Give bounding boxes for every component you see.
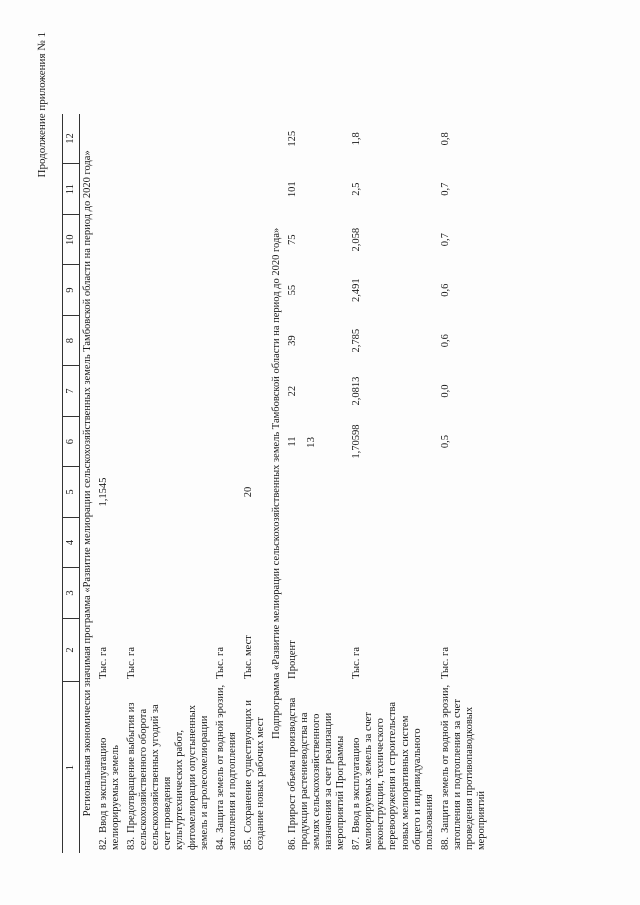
indicator-name: Сохранение существующих и создание новых рабочих мест bbox=[242, 699, 266, 850]
value-cell bbox=[96, 164, 124, 214]
page-number: 13 bbox=[305, 437, 317, 448]
value-cell bbox=[349, 63, 437, 114]
value-cell: 2,5 bbox=[351, 182, 363, 196]
value-cell bbox=[96, 214, 124, 264]
value-cell: 2,491 bbox=[351, 278, 363, 302]
value-cell bbox=[96, 265, 124, 315]
value-cell: 1,70598 bbox=[351, 424, 363, 459]
unit-cell: Тыс. га bbox=[98, 647, 110, 679]
col-header: 4 bbox=[63, 517, 80, 567]
value-cell bbox=[438, 517, 490, 567]
unit-cell: Тыс. мест bbox=[242, 635, 254, 679]
value-cell bbox=[124, 164, 212, 214]
value-cell bbox=[213, 315, 241, 365]
value-cell bbox=[124, 416, 212, 466]
value-cell: 2,0813 bbox=[351, 376, 363, 406]
value-cell bbox=[241, 214, 269, 264]
row-number: 86. bbox=[286, 836, 298, 850]
value-cell bbox=[241, 366, 269, 416]
value-cell: 0,7 bbox=[439, 233, 451, 247]
value-cell bbox=[213, 568, 241, 618]
value-cell bbox=[285, 63, 349, 114]
col-header: 3 bbox=[63, 568, 80, 618]
value-cell: 22 bbox=[286, 385, 298, 397]
indicator-cell bbox=[438, 682, 490, 853]
indicator-name: Предотвращение выбытия из сельскохозяйственного оборота сельскохозяйственных угодий за счет проведения культуртехнических работ, фитомелиорации опустыненных земель и агролесомелиорации bbox=[126, 702, 210, 850]
value-cell bbox=[241, 265, 269, 315]
table-row bbox=[438, 63, 490, 853]
col-header: 2 bbox=[63, 618, 80, 682]
indicator-name: Защита земель от водной эрозии, затопления и подтопления за счет проведения противопаводковых мероприятий bbox=[439, 684, 487, 850]
value-cell bbox=[241, 568, 269, 618]
col-header: 8 bbox=[63, 315, 80, 365]
col-header: 5 bbox=[63, 467, 80, 517]
value-cell bbox=[96, 114, 124, 164]
indicator-cell bbox=[96, 682, 124, 853]
value-cell bbox=[285, 467, 349, 517]
value-cell bbox=[213, 63, 241, 114]
value-cell bbox=[124, 214, 212, 264]
unit-cell: Тыс. га bbox=[351, 647, 363, 679]
value-cell: 55 bbox=[286, 284, 298, 296]
unit-cell: Тыс. га bbox=[214, 647, 226, 679]
value-cell: 0,8 bbox=[439, 132, 451, 146]
indicator-cell bbox=[124, 682, 212, 853]
indicator-name: Ввод в эксплуатацию мелиорируемых земель за счет реконструкции, технического перевооружения и строительства новых мелиоративных систем общего и индивидуального пользования bbox=[351, 701, 435, 850]
indicator-name: Защита земель от водной эрозии, затопления и подтопления bbox=[214, 684, 238, 850]
value-cell: 2,058 bbox=[351, 227, 363, 252]
value-cell bbox=[124, 265, 212, 315]
table-row bbox=[96, 63, 124, 853]
value-cell bbox=[96, 366, 124, 416]
table-row bbox=[213, 63, 241, 853]
value-cell bbox=[349, 568, 437, 618]
row-number: 82. bbox=[98, 836, 110, 850]
value-cell bbox=[349, 467, 437, 517]
value-cell: 2,785 bbox=[351, 328, 363, 353]
value-cell bbox=[124, 517, 212, 567]
col-header: 10 bbox=[63, 214, 80, 264]
value-cell bbox=[124, 315, 212, 365]
col-header: 9 bbox=[63, 265, 80, 315]
section-title-row bbox=[269, 63, 285, 853]
value-cell bbox=[241, 164, 269, 214]
value-cell bbox=[285, 517, 349, 567]
value-cell: 1,1545 bbox=[98, 477, 110, 507]
value-cell: 0,6 bbox=[439, 334, 451, 348]
value-cell bbox=[213, 114, 241, 164]
indicator-name: Прирост объема производства продукции растениеводства на землях сельскохозяйственного назначения за счет реализации мероприятий Программы bbox=[286, 697, 347, 850]
col-header: 12 bbox=[63, 114, 80, 164]
value-cell: 39 bbox=[286, 335, 298, 346]
column-number-row bbox=[63, 63, 80, 853]
value-cell: 11 bbox=[286, 436, 298, 447]
value-cell bbox=[349, 517, 437, 567]
value-cell: 0,6 bbox=[439, 283, 451, 297]
value-cell bbox=[213, 467, 241, 517]
unit-cell: Процент bbox=[286, 640, 298, 679]
value-cell bbox=[241, 416, 269, 466]
value-cell bbox=[124, 366, 212, 416]
indicator-cell bbox=[213, 682, 241, 853]
col-header: 6 bbox=[63, 416, 80, 466]
section-title: Подпрограмма «Развитие мелиорации сельскохозяйственных земель Тамбовской области на период до 2020 года» bbox=[270, 227, 282, 739]
section-title-row bbox=[80, 63, 97, 853]
value-cell: 75 bbox=[286, 234, 298, 245]
value-cell bbox=[124, 114, 212, 164]
value-cell bbox=[213, 214, 241, 264]
col-header: 11 bbox=[63, 164, 80, 214]
table-row bbox=[241, 63, 269, 853]
table-row bbox=[285, 63, 349, 853]
col-header: 7 bbox=[63, 366, 80, 416]
value-cell bbox=[241, 63, 269, 114]
value-cell bbox=[438, 467, 490, 517]
value-cell: 1,8 bbox=[351, 132, 363, 146]
value-cell bbox=[213, 265, 241, 315]
value-cell bbox=[213, 164, 241, 214]
table-row bbox=[349, 63, 437, 853]
value-cell bbox=[96, 315, 124, 365]
value-cell bbox=[96, 416, 124, 466]
value-cell bbox=[124, 63, 212, 114]
row-number: 88. bbox=[439, 836, 451, 850]
value-cell bbox=[124, 568, 212, 618]
value-cell: 0,7 bbox=[439, 182, 451, 196]
value-cell bbox=[213, 517, 241, 567]
value-cell: 101 bbox=[286, 181, 298, 198]
table-body bbox=[80, 63, 490, 853]
value-cell bbox=[213, 416, 241, 466]
row-number: 87. bbox=[351, 836, 363, 850]
continuation-label: Продолжение приложения № 1 bbox=[36, 32, 48, 178]
value-cell bbox=[241, 114, 269, 164]
value-cell: 125 bbox=[286, 130, 298, 147]
indicator-cell bbox=[241, 682, 269, 853]
indicator-cell bbox=[285, 682, 349, 853]
value-cell bbox=[213, 366, 241, 416]
unit-cell: Тыс. га bbox=[126, 647, 138, 679]
row-number: 85. bbox=[242, 836, 254, 850]
value-cell bbox=[241, 517, 269, 567]
value-cell: 0,5 bbox=[439, 435, 451, 449]
value-cell bbox=[124, 467, 212, 517]
value-cell bbox=[96, 63, 124, 114]
col-header: 1 bbox=[63, 682, 80, 853]
value-cell bbox=[241, 315, 269, 365]
row-number: 83. bbox=[126, 836, 138, 850]
row-number: 84. bbox=[214, 836, 226, 850]
value-cell bbox=[96, 517, 124, 567]
value-cell bbox=[438, 63, 490, 114]
unit-cell: Тыс. га bbox=[439, 647, 451, 679]
indicator-name: Ввод в эксплуатацию мелиорируемых земель bbox=[98, 737, 122, 850]
indicator-cell bbox=[349, 682, 437, 853]
value-cell: 20 bbox=[242, 486, 254, 498]
value-cell bbox=[96, 568, 124, 618]
value-cell bbox=[285, 568, 349, 618]
section-title: Региональная экономически значимая программа «Развитие мелиорации сельскохозяйственных земель Тамбовской области на период до 2020 года» bbox=[82, 150, 93, 817]
indicator-table bbox=[62, 63, 490, 853]
value-cell: 0,0 bbox=[439, 384, 451, 398]
table-row bbox=[124, 63, 212, 853]
value-cell bbox=[438, 568, 490, 618]
